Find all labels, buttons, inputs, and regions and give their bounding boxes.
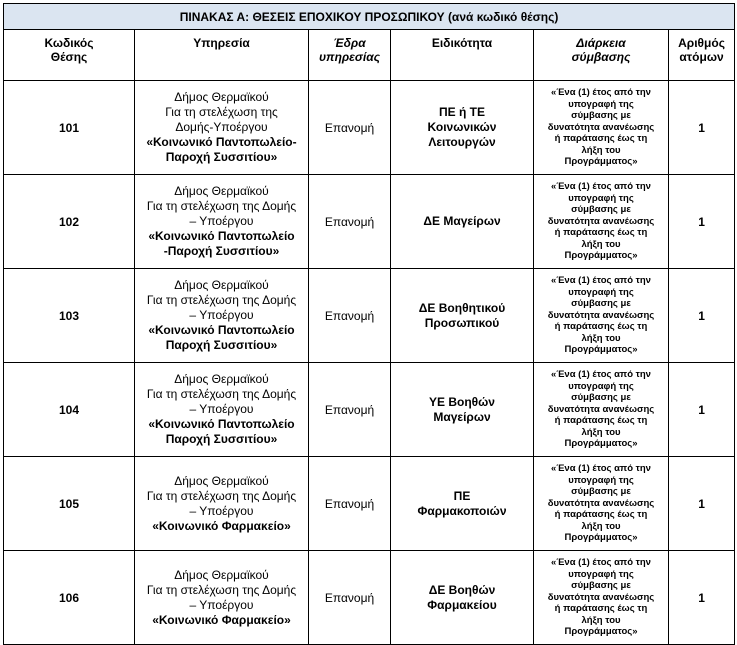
table-row	[4, 551, 735, 645]
number-of-persons: 1	[669, 81, 735, 175]
position-code: 104	[4, 363, 135, 457]
table-row	[4, 363, 735, 457]
service-description: Δήμος Θερμαϊκού Για τη στελέχωση της Δομής – Υπoέργου «Κοινωνικό Παντοπωλείο Παροχή Συσσιτίου»	[135, 269, 309, 363]
table-row	[4, 457, 735, 551]
position-code: 101	[4, 81, 135, 175]
table-title: ΠΙΝΑΚΑΣ Α: ΘΕΣΕΙΣ ΕΠΟΧΙΚΟΥ ΠΡΟΣΩΠΙΚΟΥ (ανά κωδικό θέσης)	[4, 4, 735, 30]
service-seat: Επανομή	[309, 363, 391, 457]
header-specialty: Ειδικότητα	[391, 30, 534, 81]
number-of-persons: 1	[669, 551, 735, 645]
specialty: ΠΕ ή ΤΕ Κοινωνικών Λειτουργών	[391, 81, 534, 175]
header-duration: Διάρκεια σύμβασης	[534, 30, 669, 81]
contract-duration: «Ένα (1) έτος από την υπογραφή της σύμβασης με δυνατότητα ανανέωσης ή παράτασης έως τη λήξη του Προγράμματος»	[534, 551, 669, 645]
header-row	[4, 30, 735, 81]
service-seat: Επανομή	[309, 551, 391, 645]
specialty: ΔΕ Βοηθών Φαρμακείου	[391, 551, 534, 645]
number-of-persons: 1	[669, 457, 735, 551]
service-seat: Επανομή	[309, 457, 391, 551]
table-row	[4, 175, 735, 269]
service-description: Δήμος Θερμαϊκού Για τη στελέχωση της Δομής-Υποέργου «Κοινωνικό Παντοπωλείο- Παροχή Συσσιτίου»	[135, 81, 309, 175]
number-of-persons: 1	[669, 363, 735, 457]
position-code: 106	[4, 551, 135, 645]
table-row	[4, 269, 735, 363]
service-description: Δήμος Θερμαϊκού Για τη στελέχωση της Δομής – Υποέργου «Κοινωνικό Φαρμακείο»	[135, 457, 309, 551]
table-body	[4, 81, 735, 645]
number-of-persons: 1	[669, 269, 735, 363]
position-code: 102	[4, 175, 135, 269]
positions-table	[3, 3, 735, 645]
specialty: ΔΕ Μαγείρων	[391, 175, 534, 269]
service-seat: Επανομή	[309, 269, 391, 363]
contract-duration: «Ένα (1) έτος από την υπογραφή της σύμβασης με δυνατότητα ανανέωσης ή παράτασης έως τη λήξη του Προγράμματος»	[534, 457, 669, 551]
contract-duration: «Ένα (1) έτος από την υπογραφή της σύμβασης με δυνατότητα ανανέωσης ή παράτασης έως τη λήξη του Προγράμματος»	[534, 81, 669, 175]
service-description: Δήμος Θερμαϊκού Για τη στελέχωση της Δομής – Υποέργου «Κοινωνικό Φαρμακείο»	[135, 551, 309, 645]
header-seat: Έδρα υπηρεσίας	[309, 30, 391, 81]
service-seat: Επανομή	[309, 81, 391, 175]
position-code: 105	[4, 457, 135, 551]
specialty: ΔΕ Βοηθητικού Προσωπικού	[391, 269, 534, 363]
contract-duration: «Ένα (1) έτος από την υπογραφή της σύμβασης με δυνατότητα ανανέωσης ή παράτασης έως τη λήξη του Προγράμματος»	[534, 269, 669, 363]
specialty: ΥΕ Βοηθών Μαγείρων	[391, 363, 534, 457]
service-description: Δήμος Θερμαϊκού Για τη στελέχωση της Δομής – Υποέργου «Κοινωνικό Παντοπωλείο -Παροχή Συσσιτίου»	[135, 175, 309, 269]
service-description: Δήμος Θερμαϊκού Για τη στελέχωση της Δομής – Υποέργου «Κοινωνικό Παντοπωλείο Παροχή Συσσιτίου»	[135, 363, 309, 457]
table-row	[4, 81, 735, 175]
number-of-persons: 1	[669, 175, 735, 269]
position-code: 103	[4, 269, 135, 363]
contract-duration: «Ένα (1) έτος από την υπογραφή της σύμβασης με δυνατότητα ανανέωσης ή παράτασης έως τη λήξη του Προγράμματος»	[534, 363, 669, 457]
header-code: Κωδικός Θέσης	[4, 30, 135, 81]
header-count: Αριθμός ατόμων	[669, 30, 735, 81]
header-service: Υπηρεσία	[135, 30, 309, 81]
service-seat: Επανομή	[309, 175, 391, 269]
specialty: ΠΕ Φαρμακοποιών	[391, 457, 534, 551]
contract-duration: «Ένα (1) έτος από την υπογραφή της σύμβασης με δυνατότητα ανανέωσης ή παράτασης έως τη λήξη του Προγράμματος»	[534, 175, 669, 269]
